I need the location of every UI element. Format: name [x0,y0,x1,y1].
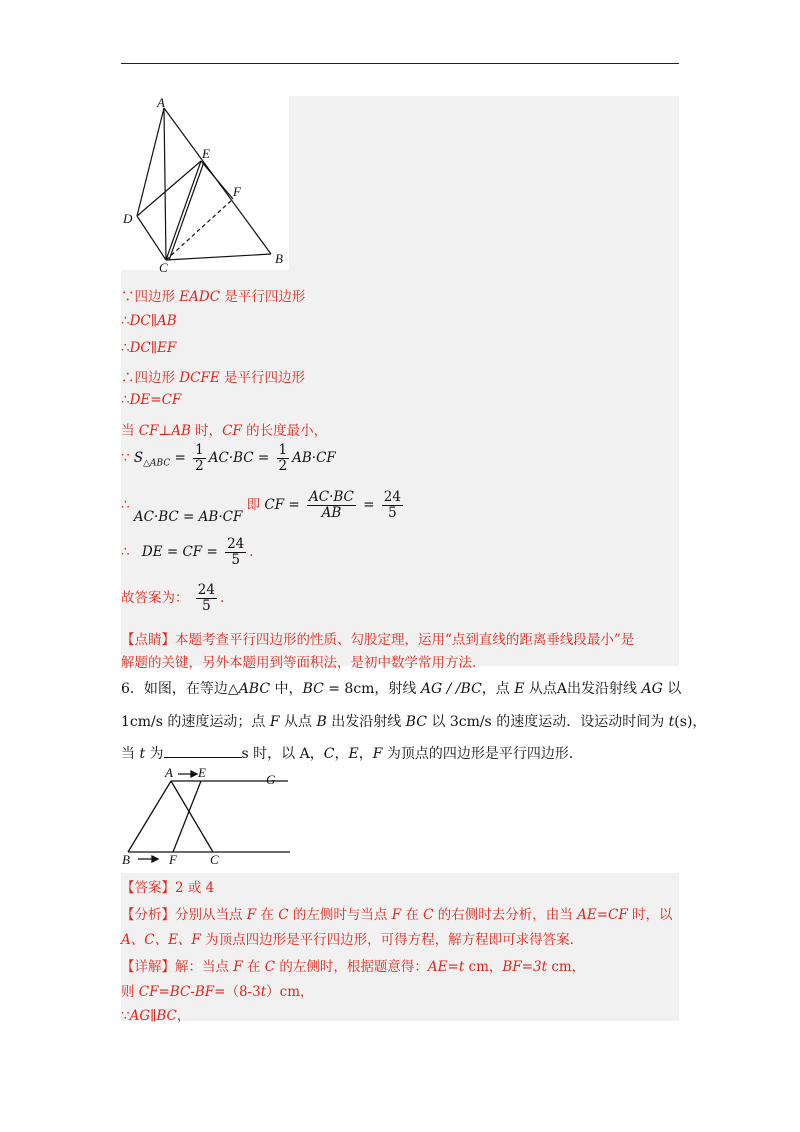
text: ∴四边形 [121,370,180,386]
var: C [323,746,335,762]
expr: AC·BC = [208,450,270,466]
var: t [139,746,146,762]
answer-blank[interactable] [164,743,242,758]
expr: AC·BC = AB·CF [133,509,243,525]
text: 解题的关键，另外本题用到等面积法，是初中数学常用方法. [121,655,477,671]
segment-ac [164,108,166,260]
text: ）cm， [266,984,314,1000]
var: B [316,714,327,730]
var: DC∥EF [129,340,177,356]
var: DC∥AB [129,313,177,329]
numerator: 1 [195,442,204,458]
var: E [514,681,525,697]
problem-6-line-2 [121,711,706,731]
denominator: 2 [195,458,204,474]
var: F [246,907,257,923]
solution-line-4 [121,366,305,386]
analysis-tag: 【分析】 [121,907,175,923]
var: C [264,959,276,975]
text: 以 [662,681,682,697]
text: 从点A出发沿射线 [524,681,642,697]
fraction-half [277,443,290,474]
text: ∵四边形 [121,289,180,305]
text: 即 [246,497,261,513]
subscript: △ABC [143,458,171,469]
text: 的右侧时去分析，由当 [433,907,578,923]
var: AG [641,681,663,697]
detail-line-2 [121,980,314,1000]
text: 的左侧时，根据题意得： [275,959,428,975]
text: = 8cm，射线 [323,681,421,697]
text: cm， [464,959,503,975]
denominator: AB [321,505,342,521]
arrowhead-f [152,856,158,862]
segment-ec-2 [169,162,204,260]
var: C [278,907,289,923]
segment-cf-dashed [166,199,233,260]
var: AE=CF [577,907,628,923]
var: t [668,714,675,730]
solution-line-8 [121,489,406,525]
text: ∵ [121,1008,130,1024]
text: 本题考查平行四边形的性质、勾股定理，运用“点到直线的距离垂线段最小”是 [175,632,635,648]
label-e: E [202,146,210,161]
var: BC [405,714,427,730]
text: 当 [121,423,139,439]
label-e: E [198,765,206,780]
var: F [269,714,280,730]
answer-text: 2 或 4 [175,880,215,896]
expr: DE = CF = [141,544,218,560]
var: E [348,746,359,762]
text: 为顶点的四边形是平行四边形． [382,746,583,762]
label-d: D [123,211,133,226]
denominator: 5 [231,552,240,568]
text: . [249,544,254,560]
text: 6．如图，在等边 [121,681,228,697]
text: = [174,450,186,466]
var: F [233,959,243,975]
fraction-cf [307,490,356,521]
var: △ABC [227,681,271,697]
text: 是平行四边形 [219,370,305,386]
segment-cb [166,254,271,260]
solution-line-7 [121,443,336,474]
label-b: B [275,251,283,266]
denominator: 2 [278,458,288,474]
var: CF [222,423,242,439]
var: DE=CF [129,392,182,408]
solution-line-6 [121,419,327,439]
label-a: A [157,96,165,110]
var: t [260,984,267,1000]
var: CF⊥AB [138,423,191,439]
var: A、C、E、F [121,932,201,948]
segment-dc [137,216,166,260]
var: BF=3t [502,959,548,975]
var: BC [302,681,324,697]
text: 的长度最小， [241,423,328,439]
text: 时，以 [627,907,673,923]
fraction-24-5 [225,537,246,568]
text: 从点 [279,714,317,730]
text: ∴ [121,313,130,329]
text: （8-3 [225,984,261,1000]
segment-ad [137,108,164,216]
text: 分别从当点 [175,907,247,923]
text: 出发沿射线 [326,714,406,730]
fraction-half [193,443,206,474]
text: ， [176,1008,191,1024]
numerator: AC·BC [309,489,354,505]
text: ， [334,746,349,762]
problem-6-line-3 [121,743,583,763]
label-g: G [266,772,276,787]
text: 为顶点四边形是平行四边形，可得方程，解方程即可求得答案. [200,932,574,948]
solution-line-2 [121,313,177,329]
geometry-figure-1 [121,96,291,274]
label-c: C [159,260,168,274]
detail-line-1 [121,955,585,975]
header-rule [121,63,679,64]
analysis-line-2 [121,928,574,948]
text: 在 [256,907,279,923]
text: ∴ [121,392,130,408]
text: 以 3cm/s 的速度运动．设运动时间为 [426,714,669,730]
var: CF=BC-BF= [138,984,226,1000]
text: 为 [145,746,164,762]
label-f: F [233,184,241,199]
text: 解：当点 [175,959,234,975]
text: = [363,497,375,513]
text: ，点 [481,681,515,697]
detail-line-3 [121,1004,190,1024]
var: C [423,907,434,923]
solution-line-10 [121,583,224,614]
fraction-24-5 [196,583,217,614]
text: ， [358,746,373,762]
var: F [372,746,383,762]
numerator: 24 [383,489,401,505]
solution-line-9 [121,537,254,568]
expr: CF = [264,497,300,513]
problem-6-line-1 [121,678,681,698]
text: ∴ [121,544,130,560]
text: 在 [242,959,265,975]
text: ∴ [121,497,130,513]
label-c: C [210,852,219,867]
arrowhead-e [191,771,197,777]
comment-tag: 【点睛】 [121,632,175,648]
label-a: A [165,765,173,780]
text: ， [692,714,707,730]
text: 中， [270,681,303,697]
solution-line-3 [121,340,176,356]
text: 1cm/s 的速度运动；点 [121,714,270,730]
text: 当 [121,746,140,762]
var: S [133,450,144,466]
fraction-24-5 [382,490,403,521]
numerator: 24 [227,536,245,552]
text: s 时，以 A， [241,746,324,762]
text: ∴ [121,340,130,356]
answer-tag: 【答案】 [121,880,175,896]
text: ∵ [121,450,130,466]
solution-line-1 [121,285,305,305]
text: 在 [401,907,424,923]
text: 是平行四边形 [220,289,306,305]
var: AE=t [427,959,465,975]
denominator: 5 [388,505,397,521]
expr: AB·CF [292,450,336,466]
comment-line-1 [121,628,634,648]
var: DCFE [179,370,220,386]
segment-ef [201,161,233,199]
geometry-figure-2 [118,764,303,868]
solution-line-5 [121,392,181,408]
text: 的左侧时与当点 [288,907,392,923]
var: F [391,907,402,923]
detail-tag: 【详解】 [121,959,175,975]
analysis-line-1 [121,903,673,923]
comment-line-2 [121,651,476,671]
text: 则 [121,984,139,1000]
var: AG / /BC [420,681,482,697]
numerator: 1 [278,442,288,458]
text: cm， [547,959,586,975]
text: 故答案为： [121,590,189,606]
text: 时， [190,423,223,439]
text: (s) [674,714,693,730]
denominator: 5 [202,598,211,614]
answer-line [121,876,214,896]
segment-ab [128,781,171,852]
label-f: F [169,852,177,867]
var: EADC [179,289,221,305]
var: AG∥BC [129,1008,177,1024]
text: . [219,590,225,606]
numerator: 24 [197,582,215,598]
label-b: B [122,852,130,867]
